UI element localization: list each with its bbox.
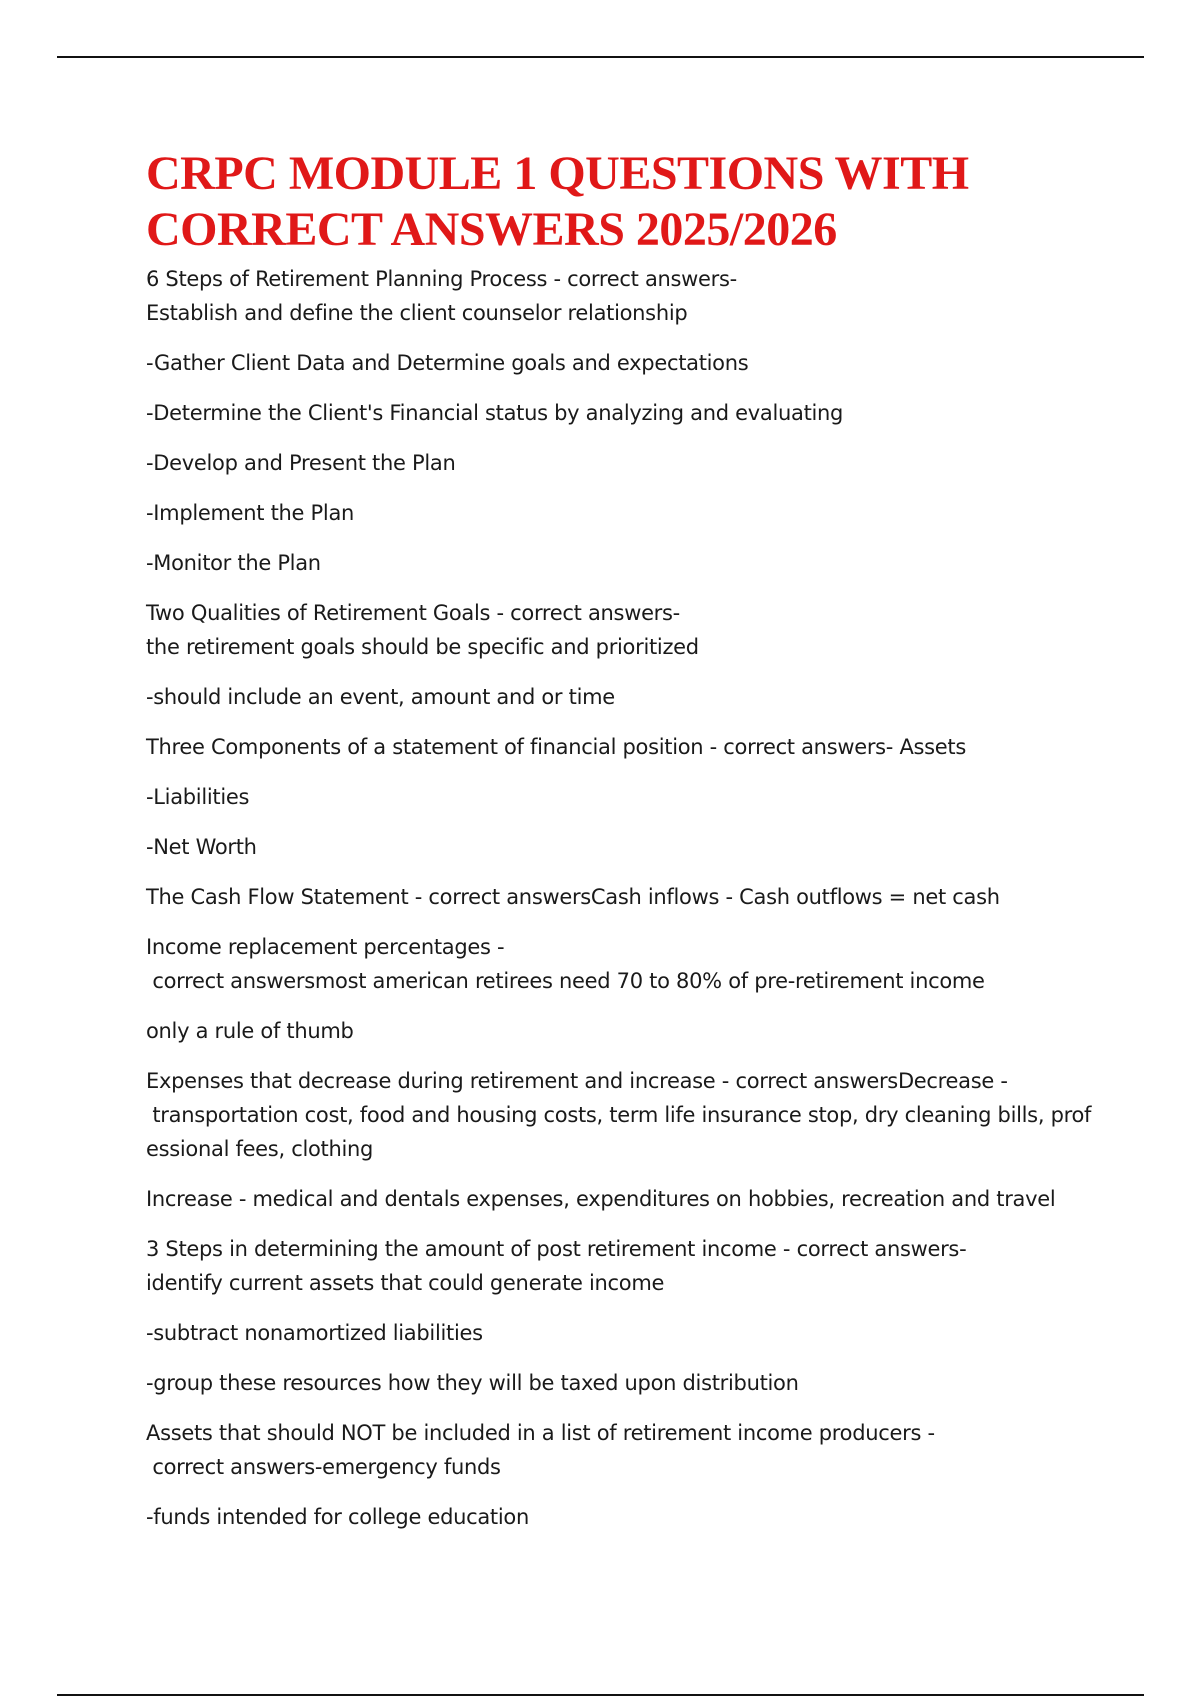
qa-entry <box>146 730 1076 764</box>
title-line-1: CRPC MODULE 1 QUESTIONS WITH <box>146 147 969 200</box>
qa-entry <box>146 262 1076 330</box>
entry-line: -Liabilities <box>146 785 250 809</box>
entry-line: -should include an event, amount and or time <box>146 685 615 709</box>
qa-entry <box>146 546 1076 580</box>
document-title <box>146 146 1076 258</box>
qa-entry <box>146 830 1076 864</box>
qa-entry <box>146 346 1076 380</box>
entry-line: Expenses that decrease during retirement and increase - correct answersDecrease - <box>146 1069 1008 1093</box>
qa-entry <box>146 1232 1076 1300</box>
entry-line: essional fees, clothing <box>146 1137 374 1161</box>
entry-line: The Cash Flow Statement - correct answersCash inflows - Cash outflows = net cash <box>146 885 1000 909</box>
entry-line: -funds intended for college education <box>146 1505 529 1529</box>
qa-entry <box>146 1366 1076 1400</box>
entry-line: Two Qualities of Retirement Goals - correct answers- <box>146 601 680 625</box>
qa-entry <box>146 596 1076 664</box>
title-line-2: CORRECT ANSWERS 2025/2026 <box>146 203 837 256</box>
qa-entry <box>146 496 1076 530</box>
qa-entry <box>146 880 1076 914</box>
entry-line: correct answers-emergency funds <box>146 1455 501 1479</box>
entry-line: 6 Steps of Retirement Planning Process - correct answers- <box>146 267 737 291</box>
entry-line: -group these resources how they will be taxed upon distribution <box>146 1371 799 1395</box>
qa-entry <box>146 1014 1076 1048</box>
entry-line: identify current assets that could generate income <box>146 1271 665 1295</box>
qa-entry <box>146 1316 1076 1350</box>
entry-line: 3 Steps in determining the amount of post retirement income - correct answers- <box>146 1237 967 1261</box>
entry-line: -Monitor the Plan <box>146 551 321 575</box>
entry-line: transportation cost, food and housing costs, term life insurance stop, dry cleaning bills, prof <box>146 1103 1092 1127</box>
entry-line: Income replacement percentages - <box>146 935 505 959</box>
entry-line: Increase - medical and dentals expenses, expenditures on hobbies, recreation and travel <box>146 1187 1056 1211</box>
document-body <box>146 146 1092 1550</box>
entry-line: -subtract nonamortized liabilities <box>146 1321 483 1345</box>
entry-line: correct answersmost american retirees need 70 to 80% of pre-retirement income <box>146 969 985 993</box>
entry-line: Assets that should NOT be included in a list of retirement income producers - <box>146 1421 935 1445</box>
entry-line: Three Components of a statement of financial position - correct answers- Assets <box>146 735 967 759</box>
entry-line: -Gather Client Data and Determine goals and expectations <box>146 351 749 375</box>
entry-line: Establish and define the client counselor relationship <box>146 301 688 325</box>
entry-line: -Develop and Present the Plan <box>146 451 456 475</box>
qa-entry <box>146 780 1076 814</box>
entry-line: -Implement the Plan <box>146 501 355 525</box>
qa-entry <box>146 1064 1092 1166</box>
qa-entry <box>146 680 1076 714</box>
qa-entry <box>146 446 1076 480</box>
qa-entry <box>146 1416 1076 1484</box>
bottom-rule <box>57 1694 1144 1696</box>
qa-entry <box>146 1182 1076 1216</box>
qa-entry <box>146 1500 1076 1534</box>
entry-line: only a rule of thumb <box>146 1019 354 1043</box>
qa-entry <box>146 396 1076 430</box>
qa-entries <box>146 262 1092 1534</box>
entry-line: -Net Worth <box>146 835 257 859</box>
entry-line: the retirement goals should be specific and prioritized <box>146 635 699 659</box>
top-rule <box>57 56 1144 58</box>
entry-line: -Determine the Client's Financial status by analyzing and evaluating <box>146 401 844 425</box>
qa-entry <box>146 930 1076 998</box>
